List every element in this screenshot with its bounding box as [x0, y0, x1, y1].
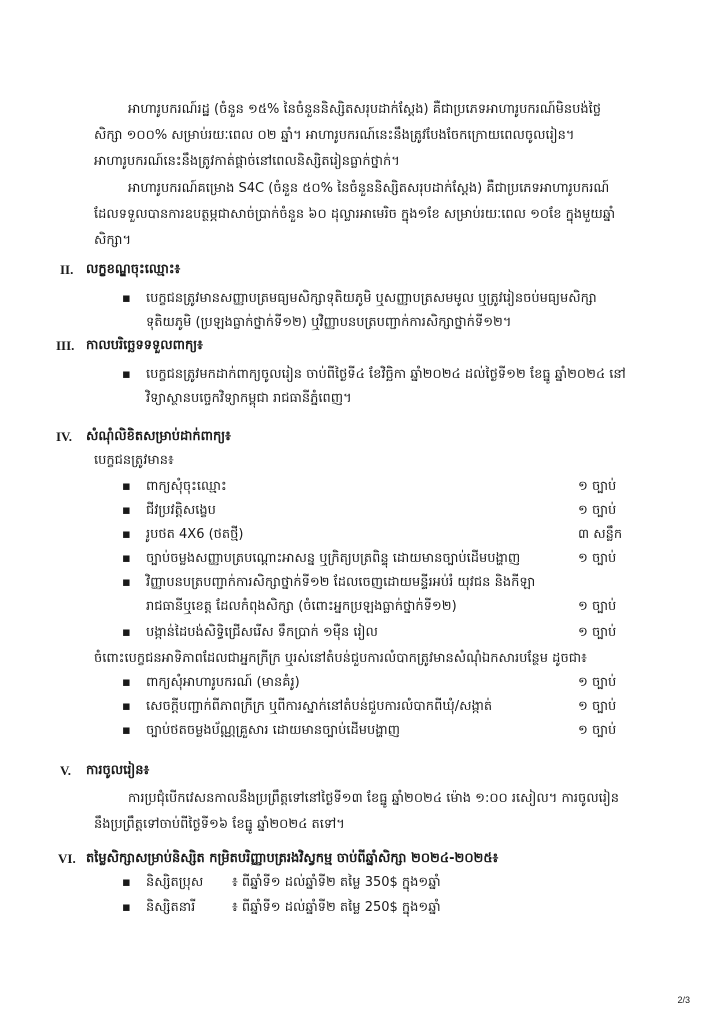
bullet-icon: ▪	[122, 575, 131, 590]
intro-paragraph-2-line-2: ដែលទទួលបានការឧបត្ថម្ភជាសាច់ប្រាក់ចំនួន ៦០ ដុល្លារអាមេរិច ក្នុង១ខែ សម្រាប់រយៈពេល ១០ខែ ក្នុងមួយឆ្នាំ	[94, 207, 616, 222]
section-2-text-line-2: ទុតិយភូមិ (ប្រឡងធ្លាក់ថ្នាក់ទី១២) ឬវិញ្ញាបនបត្របញ្ជាក់ការសិក្សាថ្នាក់ទី១២។	[146, 315, 512, 330]
section-3-text-line-2: វិទ្យាស្ថានបច្ចេកវិទ្យាកម្ពុជា រាជធានីភ្នំពេញ។	[146, 391, 352, 406]
page-number: 2/3	[677, 995, 690, 1005]
bullet-icon: ▪	[122, 291, 131, 306]
bullet-icon: ▪	[122, 675, 131, 690]
bullet-icon: ▪	[122, 367, 131, 382]
section-4-lead-2: ចំពោះបេក្ខជនអាទិភាពដែលជាអ្នកក្រីក្រ ឬរស់នៅតំបន់ជួបការលំបាកត្រូវមានសំណុំឯកសារបន្ថែម ដូចជា៖	[94, 651, 587, 666]
section-3-text-line-1: បេក្ខជនត្រូវមកដាក់ពាក្យចូលរៀន ចាប់ពីថ្ងៃទី៤ ខែវិច្ឆិកា ឆ្នាំ២០២៤ ដល់ថ្ងៃទី១២ ខែធ្នូ ឆ្នាំ២០២៤ នៅ	[146, 367, 626, 382]
intro-paragraph-1-line-3: អាហារូបករណ៍នេះនឹងត្រូវកាត់ផ្តាច់នៅពេលនិស្សិតរៀនធ្លាក់ថ្នាក់។	[94, 154, 400, 169]
section-4-number: IV.	[56, 429, 73, 444]
priority-quantity: ១ ច្បាប់	[578, 699, 617, 714]
tuition-item-value: ៖ ពីឆ្នាំទី១ ដល់ឆ្នាំទី២ តម្លៃ 350$ ក្នុង១ឆ្នាំ	[232, 875, 441, 890]
intro-paragraph-1-line-2: សិក្សា ១០០% សម្រាប់រយៈពេល ០២ ឆ្នាំ។ អាហារូបករណ៍នេះនឹងត្រូវបែងចែកក្រោយពេលចូលរៀន។	[94, 128, 575, 143]
section-5-text-line-1: ការប្រជុំបើកវេសនកាលនឹងប្រព្រឹត្តទៅនៅថ្ងៃទី១៣ ខែធ្នូ ឆ្នាំ២០២៤ ម៉ោង ១:០០ រសៀល។ ការចូលរៀន	[128, 791, 619, 806]
bullet-icon: ▪	[122, 875, 131, 890]
requirement-item: បង្កាន់ដៃបង់សិទ្ធិជ្រើសរើស ទឹកប្រាក់ ១ម៉ឺន រៀល	[146, 625, 378, 640]
bullet-icon: ▪	[122, 625, 131, 640]
priority-quantity: ១ ច្បាប់	[578, 723, 617, 738]
priority-item: ច្បាប់ថតចម្លងប័ណ្ណគ្រួសារ ដោយមានច្បាប់ដើមបង្ហាញ	[146, 723, 401, 738]
bullet-icon: ▪	[122, 527, 131, 542]
bullet-icon: ▪	[122, 479, 131, 494]
section-5-text-line-2: នឹងប្រព្រឹត្តទៅចាប់ពីថ្ងៃទី១៦ ខែធ្នូ ឆ្នាំ២០២៤ តទៅ។	[94, 817, 345, 832]
bullet-icon: ▪	[122, 503, 131, 518]
requirement-quantity: ១ ច្បាប់	[578, 625, 617, 640]
requirement-item: ពាក្យសុំចុះឈ្មោះ	[146, 479, 227, 494]
requirement-quantity: ៣ សន្លឹក	[578, 527, 623, 542]
intro-paragraph-2-line-3: សិក្សា។	[94, 233, 132, 248]
priority-item: សេចក្តីបញ្ជាក់ពីភាពក្រីក្រ ឬពីការស្នាក់នៅតំបន់ជួបការលំបាកពីឃុំ/សង្កាត់	[146, 699, 493, 714]
priority-quantity: ១ ច្បាប់	[578, 675, 617, 690]
bullet-icon: ▪	[122, 699, 131, 714]
requirement-item: ច្បាប់ចម្លងសញ្ញាបត្របណ្តោះអាសន្ន ឬក្រិត្យបត្រពិន្ទុ ដោយមានច្បាប់ដើមបង្ហាញ	[146, 551, 521, 566]
tuition-item-value: ៖ ពីឆ្នាំទី១ ដល់ឆ្នាំទី២ តម្លៃ 250$ ក្នុង១ឆ្នាំ	[232, 900, 441, 915]
section-2-number: II.	[60, 262, 74, 277]
section-6-title: តម្លៃសិក្សាសម្រាប់និស្សិត កម្រិតបរិញ្ញាបត្ររងវិស្វកម្ម ចាប់ពីឆ្នាំសិក្សា ២០២៤-២០២៥៖	[86, 851, 499, 866]
section-3-number: III.	[56, 338, 75, 353]
intro-paragraph-1-line-1: អាហារូបករណ៍រដ្ឋ (ចំនួន ១៥% នៃចំនួននិស្សិតសរុបដាក់ស្តែង) គឺជាប្រភេទអាហារូបករណ៍មិនបង់ថ្លៃ	[128, 102, 602, 117]
requirement-quantity: ១ ច្បាប់	[578, 551, 617, 566]
section-2-title: លក្ខខណ្ឌចុះឈ្មោះ៖	[86, 262, 181, 277]
section-5-number: V.	[60, 763, 71, 778]
section-3-title: កាលបរិច្ឆេទទទួលពាក្យ៖	[86, 338, 203, 353]
section-2-text-line-1: បេក្ខជនត្រូវមានសញ្ញាបត្រមធ្យមសិក្សាទុតិយភូមិ ឬសញ្ញាបត្រសមមូល ឬត្រូវរៀនចប់មធ្យមសិក្សា	[146, 291, 597, 306]
tuition-item-label: និស្សិតនារី	[146, 900, 196, 915]
requirement-item: រូបថត 4X6 (ថតថ្មី)	[146, 527, 244, 542]
intro-paragraph-2-line-1: អាហារូបករណ៍គម្រោង S4C (ចំនួន ៥០% នៃចំនួននិស្សិតសរុបដាក់ស្តែង) គឺជាប្រភេទអាហារូបករណ៍	[128, 181, 610, 196]
requirement-item: ជីវប្រវត្តិសង្ខេប	[146, 503, 216, 518]
requirement-quantity: ១ ច្បាប់	[578, 479, 617, 494]
tuition-item-label: និស្សិតប្រុស	[146, 875, 204, 890]
bullet-icon: ▪	[122, 723, 131, 738]
requirement-item-continued: រាជធានីឬខេត្ត ដែលកំពុងសិក្សា (ចំពោះអ្នកប្រឡងធ្លាក់ថ្នាក់ទី១២)	[146, 599, 457, 614]
section-4-lead: បេក្ខជនត្រូវមាន៖	[94, 453, 174, 468]
section-4-title: សំណុំលិខិតសម្រាប់ដាក់ពាក្យ៖	[86, 429, 231, 444]
bullet-icon: ▪	[122, 551, 131, 566]
priority-item: ពាក្យសុំអាហារូបករណ៍ (មានគំរូ)	[146, 675, 300, 690]
requirement-quantity: ១ ច្បាប់	[578, 503, 617, 518]
bullet-icon: ▪	[122, 900, 131, 915]
requirement-item: វិញ្ញាបនបត្របញ្ជាក់ការសិក្សាថ្នាក់ទី១២ ដែលចេញដោយមន្ទីរអប់រំ យុវជន និងកីឡា	[146, 575, 536, 590]
section-6-number: VI.	[58, 851, 76, 866]
section-5-title: ការចូលរៀន៖	[86, 763, 150, 778]
requirement-quantity: ១ ច្បាប់	[578, 599, 617, 614]
